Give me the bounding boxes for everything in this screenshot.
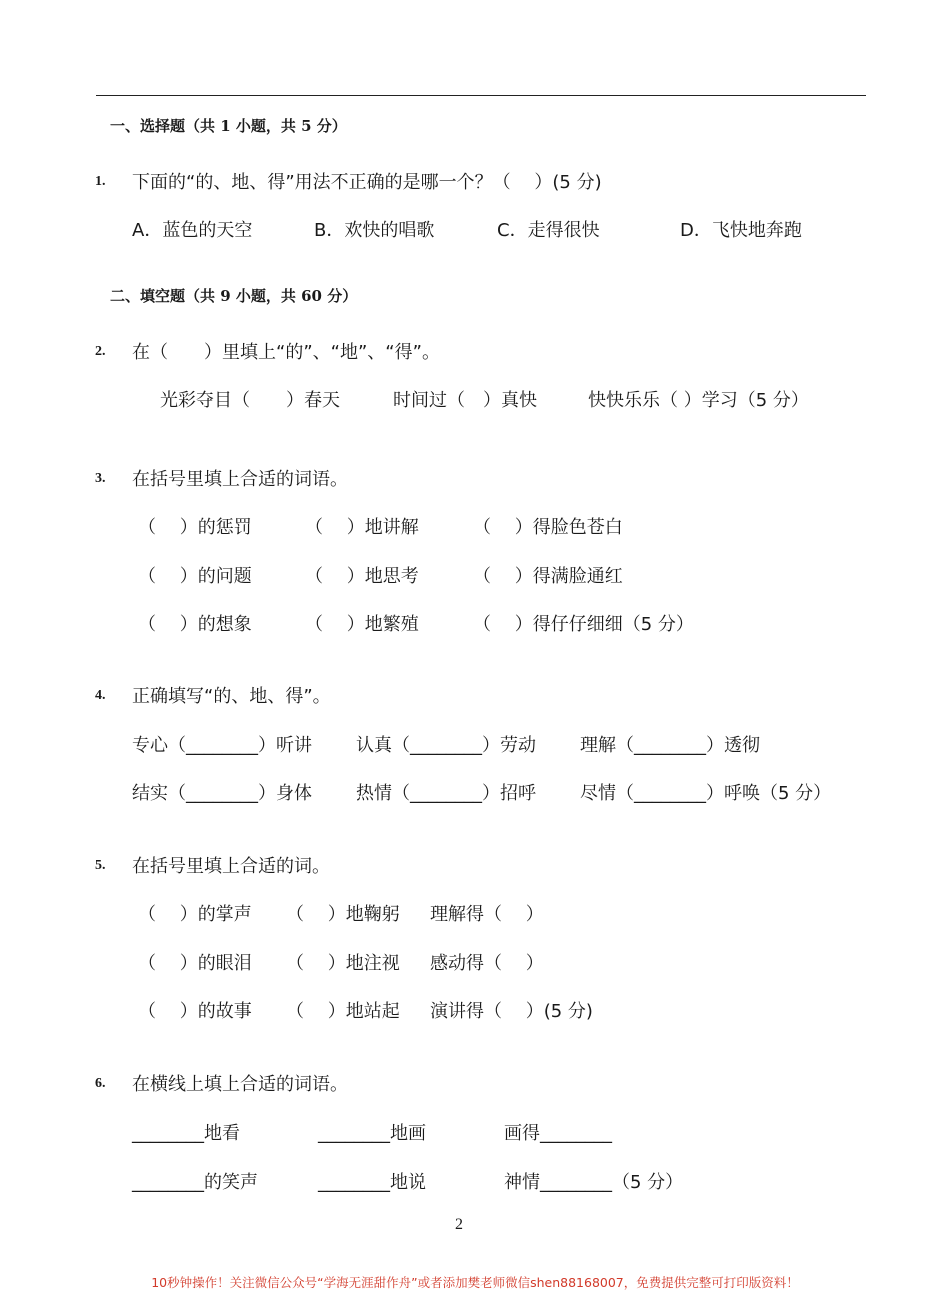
- fill-item: （ ）的眼泪: [138, 953, 252, 974]
- fill-item: 认真（________）劳动: [356, 735, 536, 756]
- fill-item: （ ）的惩罚: [138, 517, 252, 538]
- fill-item: 结实（________）身体: [132, 783, 312, 804]
- footer-promo-text: 10秒钟操作！关注微信公众号“学海无涯甜作舟”或者添加樊老师微信shen88168007，免费提供完整可打印版资料！: [151, 1275, 799, 1290]
- fill-item: ________地看: [132, 1123, 240, 1144]
- fill-item: 快快乐乐（ ）学习（5 分）: [588, 390, 809, 411]
- section-title-choice: 一、选择题（共 1 小题，共 5 分）: [110, 117, 347, 135]
- question-number: 1.: [95, 174, 106, 189]
- option-a: A．蓝色的天空: [132, 220, 253, 241]
- fill-item: （ ）的故事: [138, 1001, 252, 1022]
- fill-item: （ ）的想象: [138, 614, 252, 635]
- fill-item: （ ）的掌声: [138, 904, 252, 925]
- fill-item: ________地说: [318, 1172, 426, 1193]
- header-rule: [96, 95, 866, 96]
- page-number: 2: [455, 1216, 463, 1233]
- question-text: 在（ ）里填上“的”、“地”、“得”。: [132, 342, 440, 363]
- fill-item: ________地画: [318, 1123, 426, 1144]
- question-number: 3.: [95, 471, 106, 486]
- fill-item: （ ）地注视: [286, 953, 400, 974]
- question-number: 5.: [95, 858, 106, 873]
- question-text: 在括号里填上合适的词语。: [132, 469, 348, 490]
- section-title-fill: 二、填空题（共 9 小题，共 60 分）: [110, 287, 358, 305]
- fill-item: 画得________: [504, 1123, 612, 1144]
- fill-item: （ ）得仔仔细细（5 分）: [473, 614, 694, 635]
- question-text: 在括号里填上合适的词。: [132, 856, 330, 877]
- option-c: C．走得很快: [497, 220, 600, 241]
- fill-item: （ ）得脸色苍白: [473, 517, 623, 538]
- question-text: 在横线上填上合适的词语。: [132, 1074, 348, 1095]
- fill-item: ________的笑声: [132, 1172, 258, 1193]
- question-number: 6.: [95, 1076, 106, 1091]
- question-text: 下面的“的、地、得”用法不正确的是哪一个？（ ）(5 分): [132, 172, 602, 193]
- fill-item: （ ）得满脸通红: [473, 566, 623, 587]
- fill-item: 神情________（5 分）: [504, 1172, 684, 1193]
- fill-item: （ ）的问题: [138, 566, 252, 587]
- option-d: D．飞快地奔跑: [680, 220, 802, 241]
- fill-item: （ ）地思考: [305, 566, 419, 587]
- fill-item: （ ）地鞠躬: [286, 904, 400, 925]
- fill-item: 理解（________）透彻: [580, 735, 760, 756]
- fill-item: （ ）地站起: [286, 1001, 400, 1022]
- fill-item: （ ）地讲解: [305, 517, 419, 538]
- question-number: 4.: [95, 688, 106, 703]
- fill-item: （ ）地繁殖: [305, 614, 419, 635]
- fill-item: 热情（________）招呼: [356, 783, 536, 804]
- option-b: B．欢快的唱歌: [314, 220, 435, 241]
- fill-item: 理解得（ ）: [430, 904, 544, 925]
- fill-item: 演讲得（ ）(5 分): [430, 1001, 593, 1022]
- fill-item: 光彩夺目（ ）春天: [160, 390, 340, 411]
- fill-item: 时间过（ ）真快: [393, 390, 537, 411]
- question-number: 2.: [95, 344, 106, 359]
- fill-item: 专心（________）听讲: [132, 735, 312, 756]
- fill-item: 尽情（________）呼唤（5 分）: [580, 783, 832, 804]
- question-text: 正确填写“的、地、得”。: [132, 686, 331, 707]
- fill-item: 感动得（ ）: [430, 953, 544, 974]
